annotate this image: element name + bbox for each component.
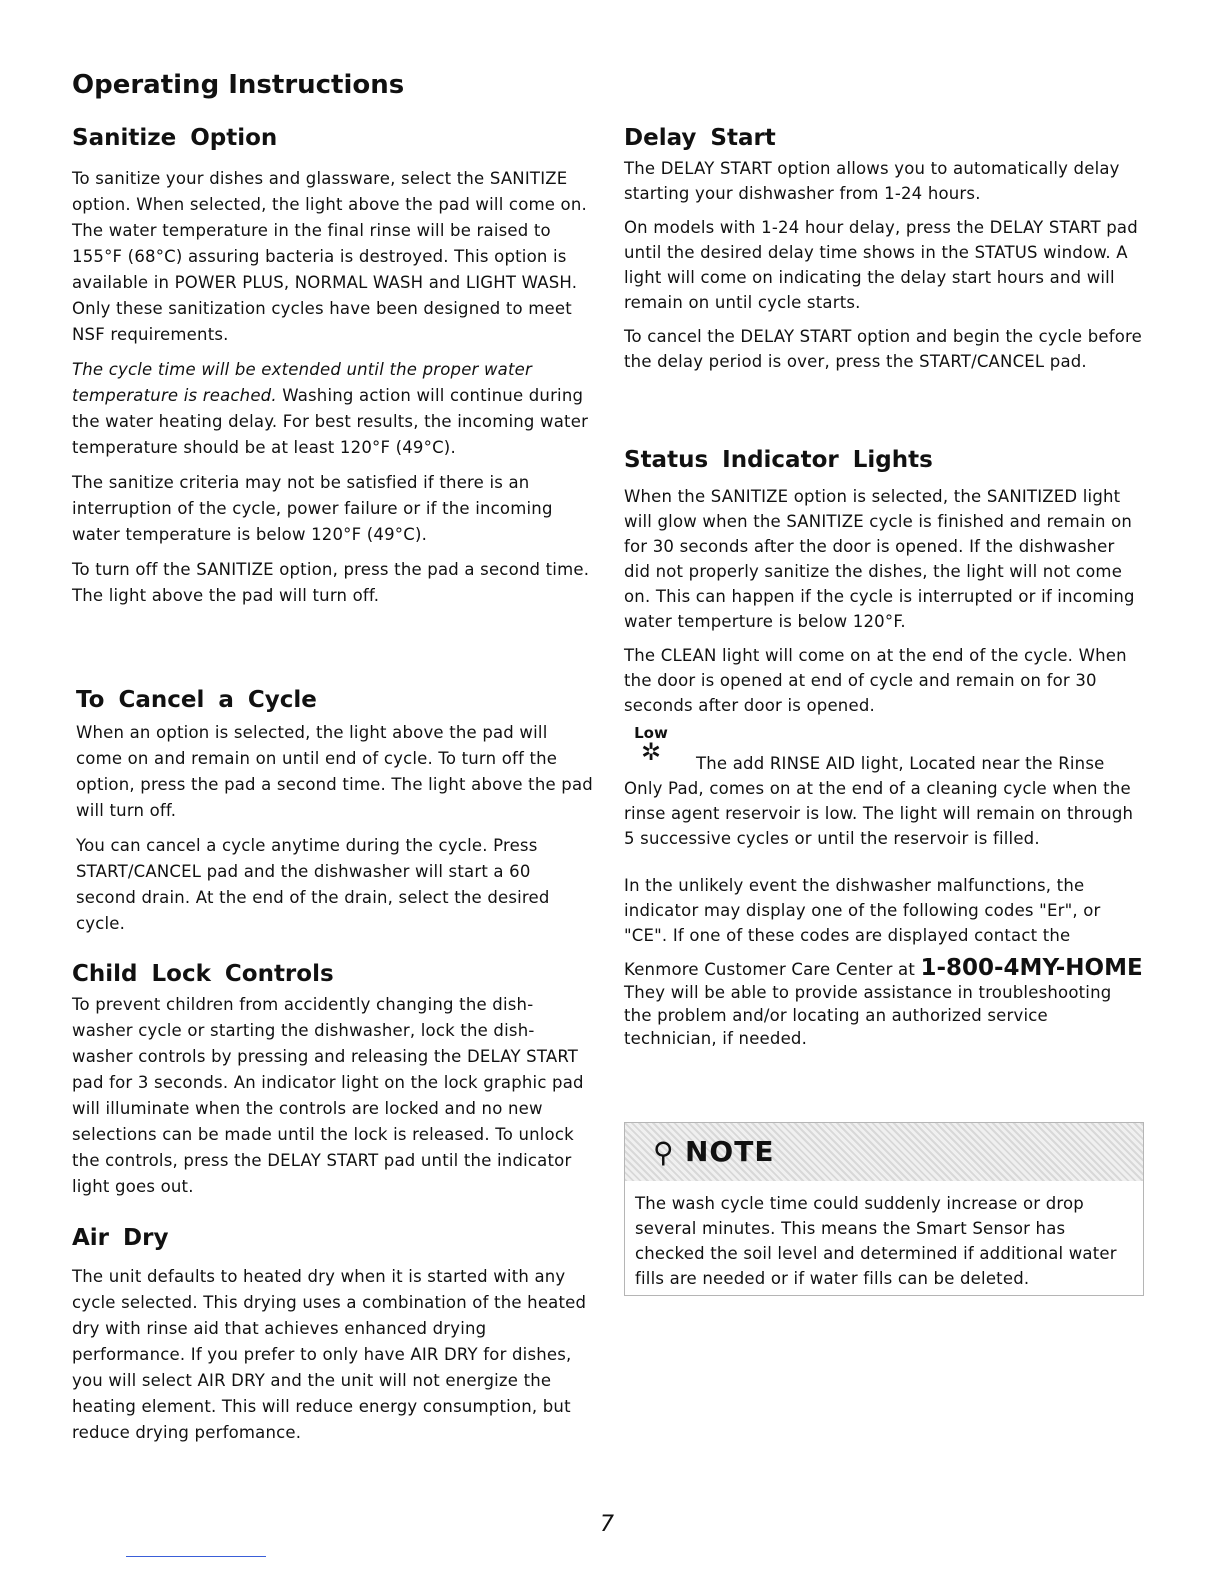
delay-start-heading: Delay Start <box>624 125 776 151</box>
cancel-section <box>76 686 596 946</box>
child-lock-paragraph-1: To prevent children from accidently changing the dish- washer cycle or starting the dishwasher, lock the dish- washer controls by pressing and releasing the DELAY START pad for 3 seconds. An indicator light on the lock graphic pad will illuminate when the controls are locked and no new selections can be made until the lock is released. To unlock the controls, press the DELAY START pad until the indicator light goes out. <box>72 994 584 1196</box>
delay-paragraph-3: To cancel the DELAY START option and begin the cycle before the delay period is over, press the START/CANCEL pad. <box>624 326 1143 371</box>
contact-pre: Kenmore Customer Care Center at <box>624 959 921 979</box>
air-dry-heading: Air Dry <box>72 1225 169 1251</box>
air-dry-section <box>72 1224 592 1455</box>
sanitize-heading: Sanitize Option <box>72 125 278 151</box>
sparkle-icon: ✲ <box>640 737 662 766</box>
page-title: Operating Instructions <box>72 70 405 100</box>
footer-link-line <box>126 1556 266 1557</box>
note-title: NOTE <box>685 1135 775 1168</box>
sanitize-paragraph-2-rest: Washing action will continue during the water heating delay. For best results, the incoming water temperature should be at least 120°F (49°C). <box>72 385 589 457</box>
status-lights-section <box>624 446 1144 1059</box>
sanitize-paragraph-2 <box>72 357 592 461</box>
note-header <box>625 1123 1143 1181</box>
sanitize-italic-note: The cycle time will be extended until the proper water temperature is reached. <box>72 359 532 405</box>
status-paragraph-1: When the SANITIZE option is selected, the SANITIZED light will glow when the SANITIZE cycle is finished and remain on for 30 seconds after the door is opened. If the dishwasher did not properly sanitize the dishes, the light will not come on. This can happen if the cycle is interrupted or if incoming water temperture is below 120°F. <box>624 486 1135 631</box>
contact-post: They will be able to provide assistance in troubleshooting the problem and/or locating an authorized service technician, if needed. <box>624 982 1112 1048</box>
sanitize-paragraph-4: To turn off the SANITIZE option, press the pad a second time. The light above the pad will turn off. <box>72 559 590 605</box>
cancel-paragraph-2: You can cancel a cycle anytime during the cycle. Press START/CANCEL pad and the dishwasher will start a 60 second drain. At the end of the drain, select the desired cycle. <box>76 835 550 933</box>
rinse-aid-block <box>624 723 1144 851</box>
low-label: Low <box>634 723 668 742</box>
sanitize-paragraph-3: The sanitize criteria may not be satisfied if there is an interruption of the cycle, power failure or if the incoming water temperature is below 120°F (49°C). <box>72 472 553 544</box>
page-number: 7 <box>600 1512 614 1537</box>
phone-number: 1-800-4MY-HOME <box>920 954 1143 981</box>
rinse-aid-low-icon <box>630 725 672 773</box>
note-body <box>625 1181 1143 1297</box>
status-paragraph-4: In the unlikely event the dishwasher malfunctions, the indicator may display one of the following codes "Er", or "CE". If one of these codes are displayed contact the <box>624 875 1101 945</box>
delay-paragraph-1: The DELAY START option allows you to automatically delay starting your dishwasher from 1-24 hours. <box>624 158 1120 203</box>
sanitize-section <box>72 124 592 618</box>
pushpin-icon: ⚲ <box>653 1136 674 1169</box>
air-dry-paragraph-1: The unit defaults to heated dry when it is started with any cycle selected. This drying uses a combination of the heated dry with rinse aid that achieves enhanced drying performance. If you prefer to only have AIR DRY for dishes, you will select AIR DRY and the unit will not energize the heating element. This will reduce energy consumption, but reduce drying perfomance. <box>72 1266 587 1442</box>
note-box <box>624 1122 1144 1296</box>
delay-paragraph-2: On models with 1-24 hour delay, press the DELAY START pad until the desired delay time shows in the STATUS window. A light will come on indicating the delay start hours and will remain on until cycle starts. <box>624 217 1138 312</box>
delay-start-section <box>624 124 1144 383</box>
sanitize-paragraph-1: To sanitize your dishes and glassware, select the SANITIZE option. When selected, the light above the pad will come on. The water temperature in the final rinse will be raised to 155°F (68°C) assuring bacteria is destroyed. This option is available in POWER PLUS, NORMAL WASH and LIGHT WASH. Only these sanitization cycles have been designed to meet NSF requirements. <box>72 168 587 344</box>
cancel-heading: To Cancel a Cycle <box>76 687 317 713</box>
cancel-paragraph-1: When an option is selected, the light above the pad will come on and remain on until end of cycle. To turn off the option, press the pad a second time. The light above the pad will turn off. <box>76 722 593 820</box>
rinse-aid-paragraph: The add RINSE AID light, Located near the Rinse Only Pad, comes on at the end of a cleaning cycle when the rinse agent reservoir is low. The light will remain on through 5 successive cycles or until the reservoir is filled. <box>624 753 1134 848</box>
child-lock-heading: Child Lock Controls <box>72 961 334 987</box>
child-lock-section <box>72 960 592 1209</box>
status-lights-heading: Status Indicator Lights <box>624 447 933 473</box>
contact-paragraph <box>624 954 1144 1050</box>
status-paragraph-2: The CLEAN light will come on at the end of the cycle. When the door is opened at end of cycle and remain on for 30 seconds after door is opened. <box>624 645 1127 715</box>
note-text: The wash cycle time could suddenly increase or drop several minutes. This means the Smart Sensor has checked the soil level and determined if additional water fills are needed or if water fills can be deleted. <box>635 1194 1117 1288</box>
